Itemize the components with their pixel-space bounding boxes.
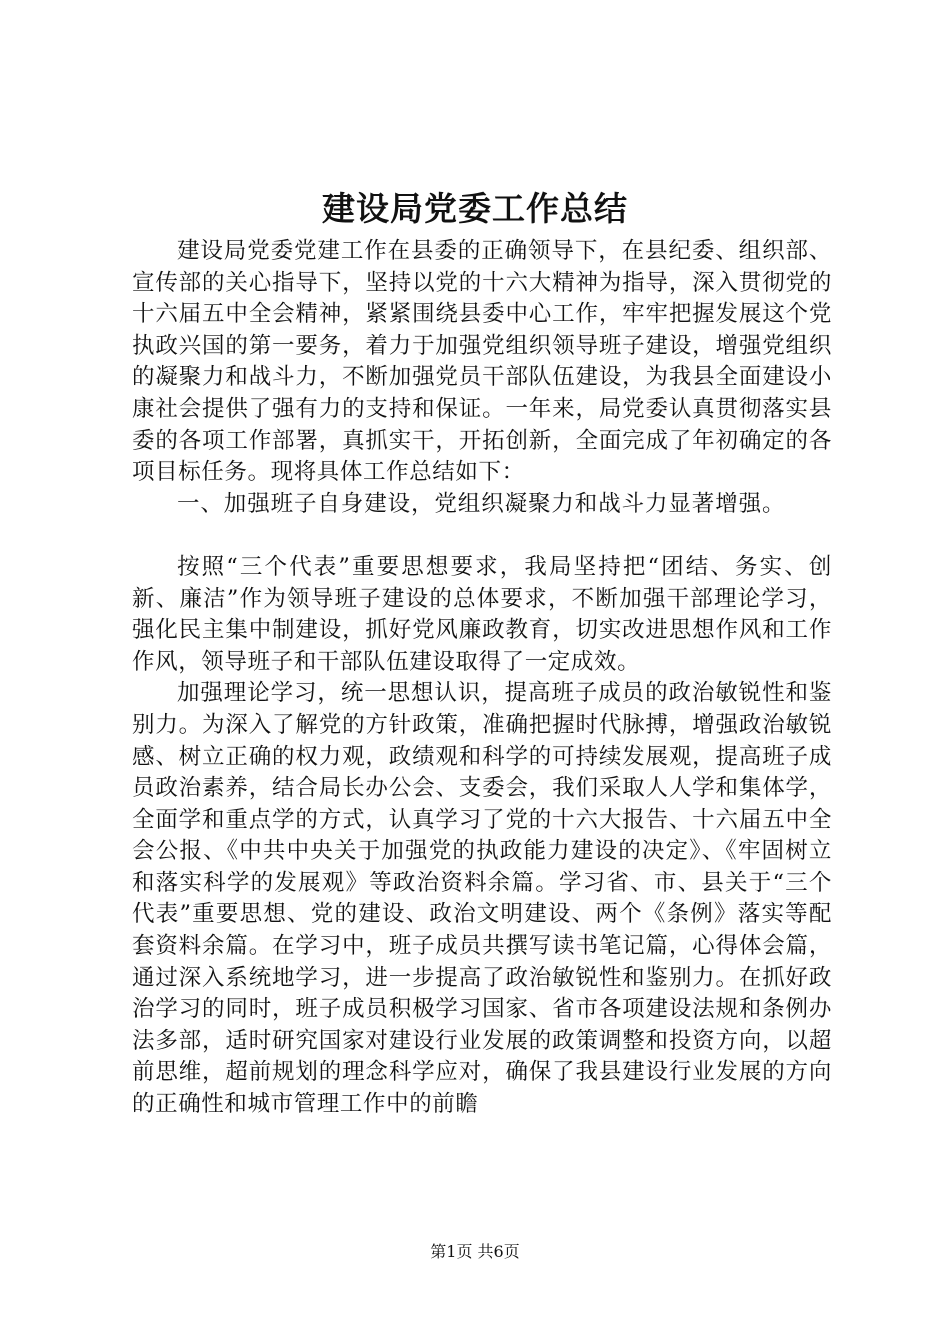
page-number-footer: 第1页 共6页	[430, 1242, 520, 1261]
intro-paragraph: 建设局党委党建工作在县委的正确领导下，在县纪委、组织部、宣传部的关心指导下，坚持以党的十六大精神为指导，深入贯彻党的十六届五中全会精神，紧紧围绕县委中心工作，牢牢把握发展这个党执政兴国的第一要务，着力于加强党组织领导班子建设，增强党组织的凝聚力和战斗力，不断加强党员干部队伍建设，为我县全面建设小康社会提供了强有力的支持和保证。一年来，局党委认真贯彻落实县委的各项工作部署，真抓实干，开拓创新，全面完成了年初确定的各项目标任务。现将具体工作总结如下：	[132, 238, 832, 486]
document-body	[132, 236, 832, 1121]
body-paragraph: 按照“三个代表”重要思想要求，我局坚持把“团结、务实、创新、廉洁”作为领导班子建设的总体要求，不断加强干部理论学习，强化民主集中制建设，抓好党风廉政教育，切实改进思想作风和工作作风，领导班子和干部队伍建设取得了一定成效。	[132, 553, 832, 675]
body-paragraph: 加强理论学习，统一思想认识，提高班子成员的政治敏锐性和鉴别力。为深入了解党的方针政策，准确把握时代脉搏，增强政治敏锐感、树立正确的权力观，政绩观和科学的可持续发展观，提高班子成员政治素养，结合局长办公会、支委会，我们采取人人学和集体学，全面学和重点学的方式，认真学习了党的十六大报告、十六届五中全会公报、《中共中央关于加强党的执政能力建设的决定》、《牢固树立和落实科学的发展观》等政治资料余篇。学习省、市、县关于“三个代表”重要思想、党的建设、政治文明建设、两个《条例》落实等配套资料余篇。在学习中，班子成员共撰写读书笔记篇，心得体会篇，通过深入系统地学习，进一步提高了政治敏锐性和鉴别力。在抓好政治学习的同时，班子成员积极学习国家、省市各项建设法规和条例办法多部，适时研究国家对建设行业发展的政策调整和投资方向，以超前思维，超前规划的理念科学应对，确保了我县建设行业发展的方向的正确性和城市管理工作中的前瞻	[132, 680, 832, 1118]
document-title: 建设局党委工作总结	[322, 189, 628, 228]
section-heading-1: 一、加强班子自身建设，党组织凝聚力和战斗力显著增强。	[177, 490, 786, 517]
blank-line	[132, 520, 832, 552]
